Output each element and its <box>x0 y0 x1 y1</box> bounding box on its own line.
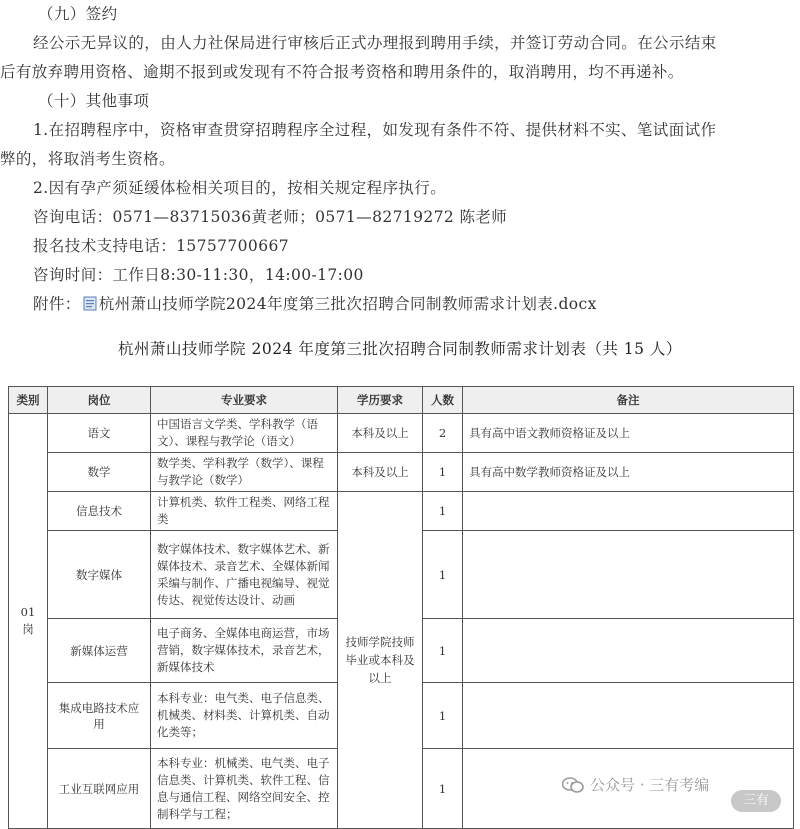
item2: 2.因有孕产须延缓体检相关项目的，按相关规定程序执行。 <box>33 179 447 197</box>
count-cell: 1 <box>423 453 463 492</box>
item1-line-1: 1.在招聘程序中，资格审查贯穿招聘程序全过程，如发现有条件不符、提供材料不实、笔试面试作 <box>33 121 717 139</box>
table-title: 杭州萧山技师学院 2024 年度第三批次招聘合同制教师需求计划表（共 15 人） <box>118 340 682 358</box>
count-cell: 1 <box>423 749 463 829</box>
header-category: 类别 <box>9 387 48 414</box>
position-cell: 语文 <box>48 414 151 453</box>
header-count: 人数 <box>423 387 463 414</box>
item1-line-2: 弊的，将取消考生资格。 <box>0 150 175 168</box>
note-cell <box>463 683 794 749</box>
major-cell: 数字媒体技术、数字媒体艺术、新媒体技术、录音艺术、全媒体新闻采编与制作、广播电视编导、视觉传达、视觉传达设计、动画 <box>151 531 338 619</box>
note-cell <box>463 531 794 619</box>
note-cell: 具有高中语文教师资格证及以上 <box>463 414 794 453</box>
signing-line-2: 后有放弃聘用资格、逾期不报到或发现有不符合报考资格和聘用条件的，取消聘用，均不再递补。 <box>0 63 684 81</box>
watermark-text: 公众号 · 三有考编 <box>590 776 710 794</box>
position-cell: 集成电路技术应用 <box>48 683 151 749</box>
education-cell: 本科及以上 <box>338 414 423 453</box>
header-position: 岗位 <box>48 387 151 414</box>
watermark <box>562 774 709 795</box>
position-cell: 信息技术 <box>48 492 151 531</box>
attachment-label: 附件： <box>33 295 81 313</box>
count-cell: 1 <box>423 531 463 619</box>
attachment-file-link[interactable]: 杭州萧山技师学院2024年度第三批次招聘合同制教师需求计划表.docx <box>98 295 597 313</box>
header-note: 备注 <box>463 387 794 414</box>
signing-heading: （九）签约 <box>38 5 118 23</box>
major-cell: 计算机类、软件工程类、网络工程类 <box>151 492 338 531</box>
major-cell: 本科专业：机械类、电气类、电子信息类、计算机类、软件工程、信息与通信工程、网络空间安全、控制科学与工程； <box>151 749 338 829</box>
position-cell: 数字媒体 <box>48 531 151 619</box>
document-icon <box>83 296 97 311</box>
watermark-badge: 三有 <box>731 790 781 812</box>
wechat-icon <box>562 777 584 793</box>
tech-phone: 报名技术支持电话：15757700667 <box>33 237 289 255</box>
shared-education-cell: 技师学院技师毕业或本科及以上 <box>338 492 423 829</box>
category-cell: 01 岗 <box>9 414 48 829</box>
table-header-row <box>9 387 794 414</box>
header-education: 学历要求 <box>338 387 423 414</box>
major-cell: 本科专业：电气类、电子信息类、机械类、材料类、计算机类、自动化类等； <box>151 683 338 749</box>
table-row <box>9 414 794 453</box>
major-cell: 数学类、学科教学（数学）、课程与教学论（数学） <box>151 453 338 492</box>
table-row <box>9 492 794 531</box>
table-row <box>9 453 794 492</box>
header-major: 专业要求 <box>151 387 338 414</box>
note-cell <box>463 619 794 683</box>
attachment-line <box>0 290 800 319</box>
count-cell: 1 <box>423 683 463 749</box>
signing-line-1: 经公示无异议的，由人力社保局进行审核后正式办理报到聘用手续，并签订劳动合同。在公示结束 <box>33 34 717 52</box>
other-heading: （十）其他事项 <box>38 92 150 110</box>
major-cell: 中国语言文学类、学科教学（语文）、课程与教学论（语文） <box>151 414 338 453</box>
position-cell: 数学 <box>48 453 151 492</box>
count-cell: 1 <box>423 619 463 683</box>
education-cell: 本科及以上 <box>338 453 423 492</box>
major-cell: 电子商务、全媒体电商运营，市场营销，数字媒体技术，录音艺术，新媒体技术 <box>151 619 338 683</box>
count-cell: 2 <box>423 414 463 453</box>
note-cell: 具有高中数学教师资格证及以上 <box>463 453 794 492</box>
count-cell: 1 <box>423 492 463 531</box>
consult-phone: 咨询电话：0571—83715036黄老师；0571—82719272 陈老师 <box>33 208 508 226</box>
requirements-table <box>8 386 794 829</box>
consult-time: 咨询时间：工作日8:30-11:30，14:00-17:00 <box>33 266 364 284</box>
note-cell <box>463 492 794 531</box>
position-cell: 工业互联网应用 <box>48 749 151 829</box>
position-cell: 新媒体运营 <box>48 619 151 683</box>
